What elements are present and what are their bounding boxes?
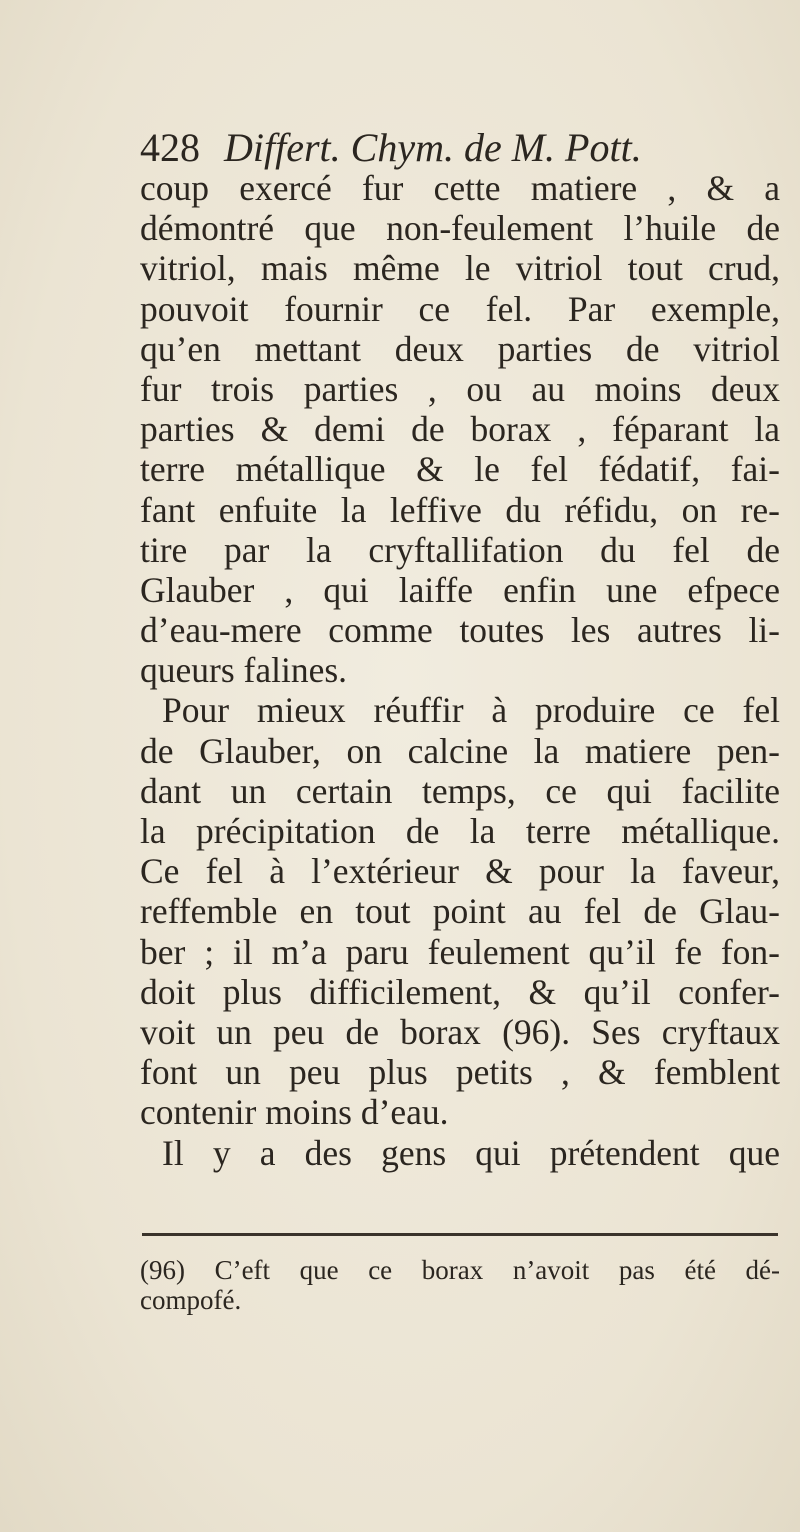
text-line: terre métallique & le fel fédatif, fai- bbox=[140, 449, 780, 490]
text-line: font un peu plus petits , & femblent bbox=[140, 1052, 780, 1093]
footnote-rule bbox=[142, 1233, 778, 1236]
text-line: parties & demi de borax , féparant la bbox=[140, 409, 780, 450]
text-line: Glauber , qui laiffe enfin une efpece bbox=[140, 569, 780, 610]
running-title: Differt. Chym. de M. Pott. bbox=[224, 125, 642, 170]
text-line: la précipitation de la terre métallique. bbox=[140, 811, 780, 851]
text-line: de Glauber, on calcine la matiere pen- bbox=[140, 730, 780, 771]
text-line: Pour mieux réuffir à produire ce fel bbox=[162, 690, 780, 731]
text-line: vitriol, mais même le vitriol tout crud, bbox=[140, 248, 780, 289]
text-line: démontré que non-feulement l’huile de bbox=[140, 208, 780, 249]
footnote-line: compofé. bbox=[140, 1285, 242, 1315]
text-line: Il y a des gens qui prétendent que bbox=[162, 1132, 780, 1173]
text-line: contenir moins d’eau. bbox=[140, 1092, 449, 1133]
page-number: 428 bbox=[140, 125, 200, 170]
text-line: voit un peu de borax (96). Ses cryftaux bbox=[140, 1011, 780, 1052]
footnote-line: (96) C’eft que ce borax n’avoit pas été dé- bbox=[140, 1255, 780, 1285]
body-text bbox=[140, 168, 780, 1173]
text-line: d’eau-mere comme toutes les autres li- bbox=[140, 610, 780, 651]
text-line: qu’en mettant deux parties de vitriol bbox=[140, 328, 780, 369]
text-line: reffemble en tout point au fel de Glau- bbox=[140, 891, 780, 932]
text-line: ber ; il m’a paru feulement qu’il fe fon- bbox=[140, 931, 780, 972]
page-header bbox=[140, 124, 780, 172]
text-line: fant enfuite la leffive du réfidu, on re- bbox=[140, 489, 780, 530]
text-line: fur trois parties , ou au moins deux bbox=[140, 368, 780, 409]
text-line: dant un certain temps, ce qui facilite bbox=[140, 770, 780, 811]
text-line: queurs falines. bbox=[140, 650, 348, 691]
text-line: pouvoit fournir ce fel. Par exemple, bbox=[140, 288, 780, 329]
text-line: tire par la cryftallifation du fel de bbox=[140, 529, 780, 570]
text-line: coup exercé fur cette matiere , & a bbox=[140, 168, 780, 208]
text-line: doit plus difficilement, & qu’il confer- bbox=[140, 971, 780, 1012]
text-line: Ce fel à l’extérieur & pour la faveur, bbox=[140, 851, 780, 892]
footnote bbox=[140, 1255, 780, 1315]
